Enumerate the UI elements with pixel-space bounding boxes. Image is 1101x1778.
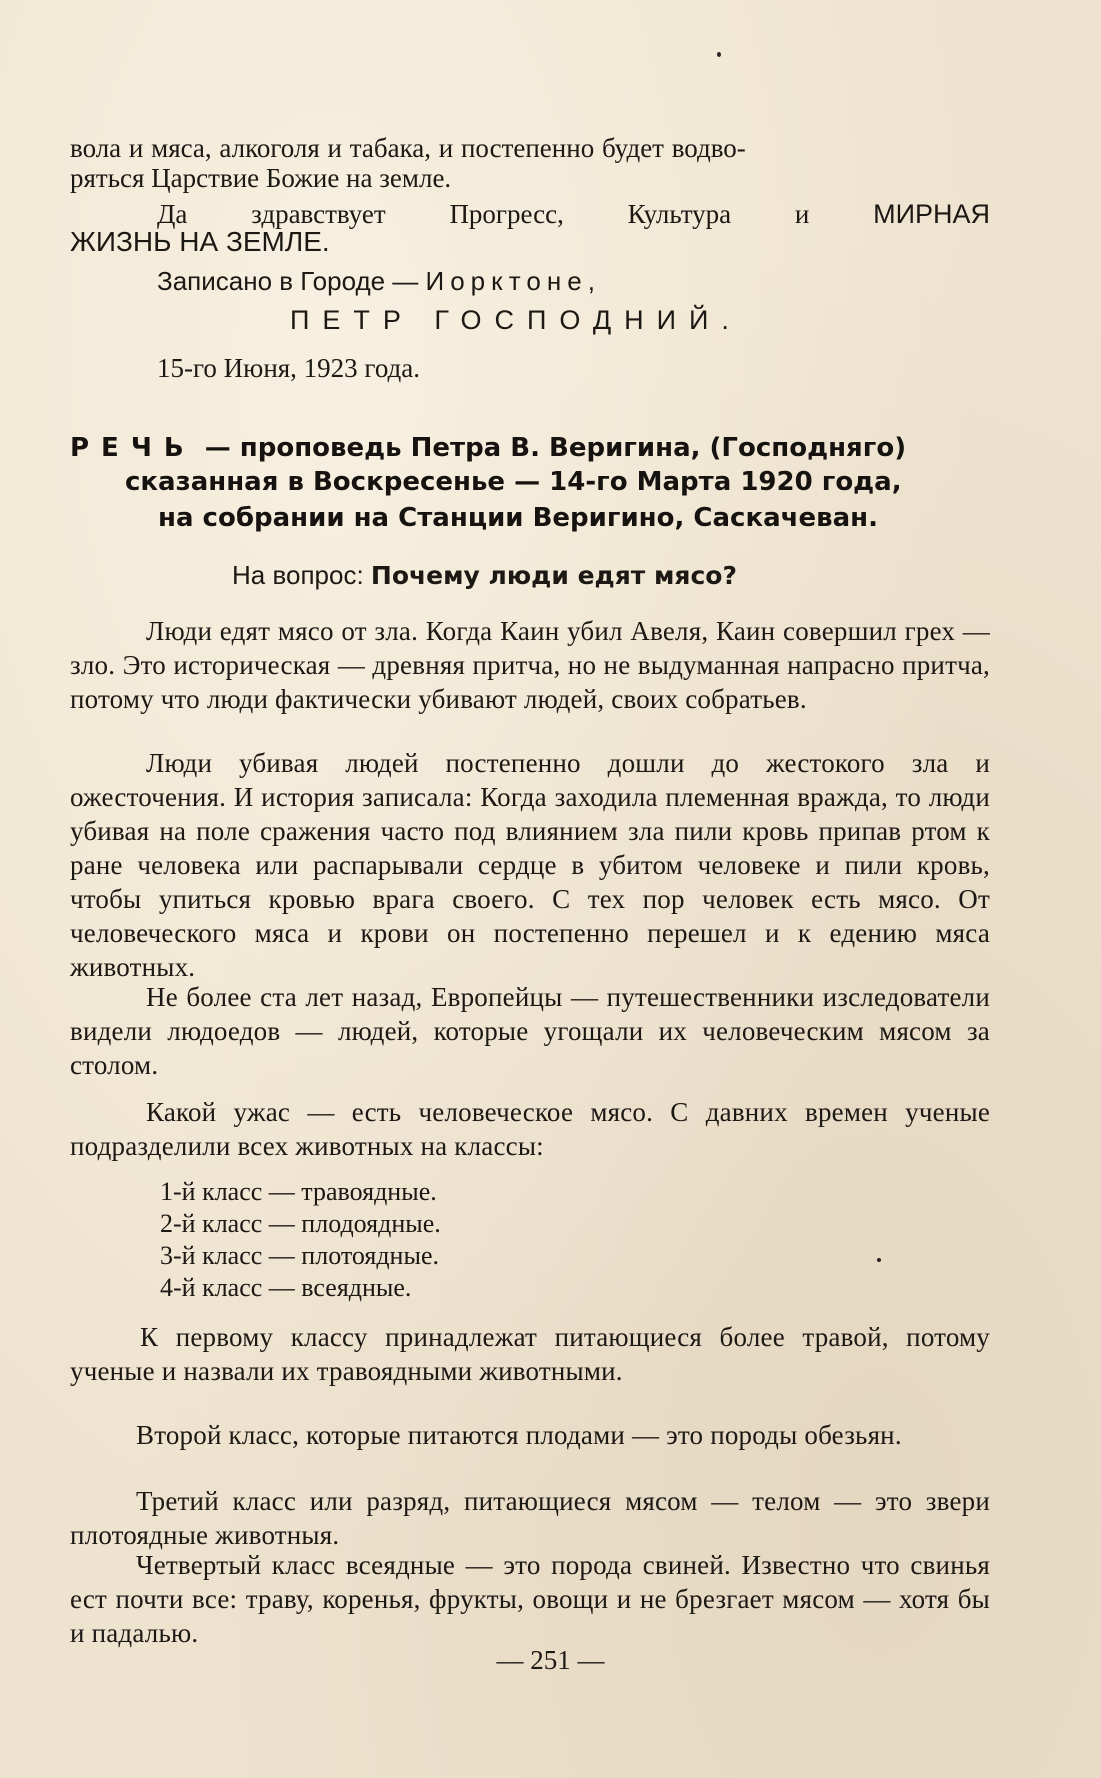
recorded-line [157,266,1077,297]
word: Культура [627,199,732,229]
speech-title-line-1 [70,433,906,463]
ink-speck [717,52,721,57]
paragraph-4: Какой ужас — есть человеческое мясо. С давних времен ученые подразделили всех животных на классы: [70,1097,990,1161]
paragraph-5: К первому классу принадлежат питающиеся более травой, потому ученые и назвали их травоядными животными. [70,1322,990,1386]
question-line [232,560,1101,591]
word: МИРНАЯ [873,199,990,229]
question-text: Почему люди едят мясо? [370,561,737,590]
date-line: 15-го Июня, 1923 года. [157,353,421,383]
recorded-city: Иорктоне, [425,266,601,296]
list-item: 1-й класс — травоядные. [160,1177,437,1206]
word: Прогресс, [449,199,564,229]
speech-title-rest: — проповедь Петра В. Веригина, (Господняго) [195,433,907,463]
signature: ПЕТР ГОСПОДНИЙ. [290,305,742,335]
continuation-line-2: ряться Царствие Божие на земле. [70,163,452,193]
paragraph-6: Второй класс, которые питаются плодами — это породы обезьян. [136,1420,902,1450]
speech-title-line-3: на собрании на Станции Веригино, Саскачеван. [158,503,878,533]
list-item: 4-й класс — всеядные. [160,1273,412,1302]
word: Да [157,199,188,229]
speech-title-line-2: сказанная в Воскресенье — 14-го Марта 1920 года, [125,467,902,497]
question-prefix: На вопрос: [232,560,371,590]
classes-list [160,1176,441,1304]
recorded-prefix: Записано в Городе — [157,266,426,296]
word: здравствует [251,199,386,229]
paragraph-8: Четвертый класс всеядные — это порода свиней. Известно что свинья ест почти все: траву, коренья, фрукты, овощи и не брезгает мясом — хотя бы и падалью. [70,1550,990,1648]
speech-title-word: РЕЧЬ [70,433,196,463]
paragraph-3: Не более ста лет назад, Европейцы — путешественники изследователи видели людоедов — людей, которые угощали их человеческим мясом за столом. [70,982,990,1080]
ink-speck [877,1258,881,1262]
page-number: — 251 — [496,1645,605,1675]
continuation-line-1: вола и мяса, алкоголя и табака, и постепенно будет водво- [70,133,746,163]
paragraph-7: Третий класс или разряд, питающиеся мясом — телом — это звери плотоядные животныя. [70,1486,990,1550]
word: и [794,199,810,229]
paragraph-1: Люди едят мясо от зла. Когда Каин убил Авеля, Каин совершил грех — зло. Это историческая — древняя притча, но не выдуманная напрасно притча, потому что люди фактически убивают людей, своих собратьев. [70,616,990,714]
list-item: 3-й класс — плотоядные. [160,1241,439,1270]
paragraph-2: Люди убивая людей постепенно дошли до жестокого зла и ожесточения. И история записала: Когда заходила племенная вражда, то люди убивая на поле сражения часто под влиянием зла пили кровь припав ртом к ране человека или распарывали сердце в убитом человеке и пили кровь, чтобы упиться кровью врага своего. С тех пор человек есть мясо. От человеческого мяса и крови он постепенно перешел и к едению мяса животных. [70,748,990,982]
long-live-line-end: ЖИЗНЬ НА ЗЕМЛЕ. [70,226,330,257]
list-item: 2-й класс — плодоядные. [160,1209,441,1238]
